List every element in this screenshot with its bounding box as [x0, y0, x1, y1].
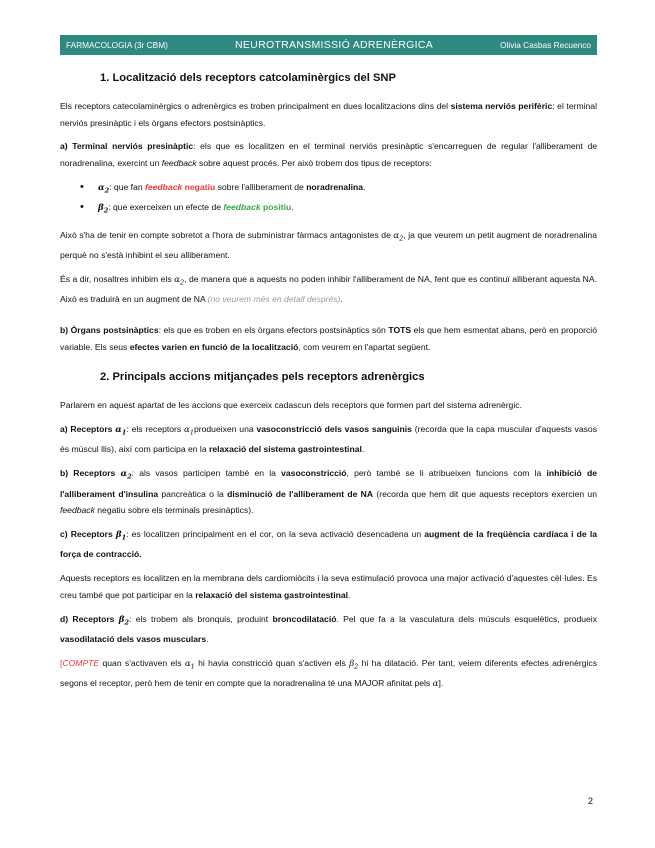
paragraph: a) Terminal nerviós presinàptic: els que es localitzen en el terminal nerviós presinàptic s'encarreguen de regular l'alliberament de noradrenalina, exercint un feedback sobre aquest procés. Per això trobem dos tipus de receptors: [60, 141, 597, 169]
paragraph: Parlarem en aquest apartat de les accions que exerceix cadascun dels receptors que formen part del sistema adrenèrgic. [60, 400, 522, 411]
paragraph: b) Òrgans postsinàptics: els que es troben en els òrgans efectors postsinàptics són TOTS els que hem esmentat abans, però en proporció variable. Els seus efectes varien en funció de la localització, com veurem en l'apartat següent. [60, 324, 597, 352]
header-author: Olivia Casbas Recuenco [500, 40, 591, 50]
receptor-list [60, 179, 597, 220]
page-header [60, 35, 597, 55]
section-2-title: 2. Principals accions mitjançades pels receptors adrenèrgics [100, 371, 425, 384]
paragraph: És a dir, nosaltres inhibim els $\alpha_2$, de manera que a aquests no poden inhibir l'alliberament de NA, fent que es continuï alliberant aquesta NA. Això es traduirà en un augment de NA (no veurem més en detall després). [60, 273, 597, 305]
paragraph: [COMPTE quan s'activaven els $\alpha_1$ hi havia constricció quan s'activen els $\beta_2$ hi ha dilatació. Per tant, veiem diferents efectes adrenèrgics segons el receptor, però hem de tenir en compte que la noradrenalina té una MAJOR afinitat pels α]. [60, 657, 598, 690]
page-number: 2 [588, 796, 594, 806]
section-1-title: 1. Localització dels receptors catcolaminèrgics del SNP [100, 72, 396, 84]
paragraph: Els receptors catecolaminèrgics o adrenèrgics es troben principalment en dues localitzacions dins del sistema nerviós perifèric: el terminal nerviós presinàptic i els òrgans efectors postsinàptics. [60, 101, 597, 128]
paragraph: a) Receptors $\alpha_1$: els receptors $\alpha_1produeixen$ una vasoconstricció dels vasos sanguinis (recorda que la capa muscular d'aquests vasos és múscul llis), així com participa en la relaxació del sistema gastrointestinal. [60, 424, 598, 455]
header-title: NEUROTRANSMISSIÓ ADRENÈRGICA [235, 39, 434, 51]
paragraph: Això s'ha de tenir en compte sobretot a l'hora de subministrar fàrmacs antagonistes de $\alpha_2$, ja que veurem un petit augment de noradrenalina perquè no s'està inhibint el seu alliberament. [60, 229, 597, 261]
paragraph: b) Receptors $\alpha_2$: als vasos participen també en la vasoconstricció, però també se li atribueixen funcions com la inhibició de l'alliberament d'insulina pancreàtica o la disminució de l'alliberament de NA (recorda que hem dit que aquests receptors exercien un feedback negatiu sobre els terminals presinàptics). [60, 468, 597, 516]
document-body [60, 70, 597, 700]
paragraph: d) Receptors $\beta_2$: els trobem als bronquis, produint broncodilatació. Pel que fa a la vasculatura dels músculs esquelètics, produeix vasodilatació dels vasos musculars. [60, 613, 598, 644]
list-item: • $\beta_2$: que exerceixen un efecte de feedback positiu. [60, 199, 597, 219]
list-item: • $\alpha_2$: que fan feedback negatiu sobre l'alliberament de noradrenalina. [60, 179, 597, 199]
paragraph: c) Receptors $\beta_1$: es localitzen principalment en el cor, on la seva activació desencadena un augment de la freqüència cardíaca i de la força de contracció. [60, 528, 597, 560]
header-course: FARMACOLOGIA (3r CBM) [66, 40, 168, 50]
paragraph: Aquests receptors es localitzen en la membrana dels cardiomiòcits i la seva estimulació provoca una major activació d'aquestes cèl·lules. Es creu també que pot participar en la relaxació del sistema gastrointestinal. [60, 573, 597, 600]
